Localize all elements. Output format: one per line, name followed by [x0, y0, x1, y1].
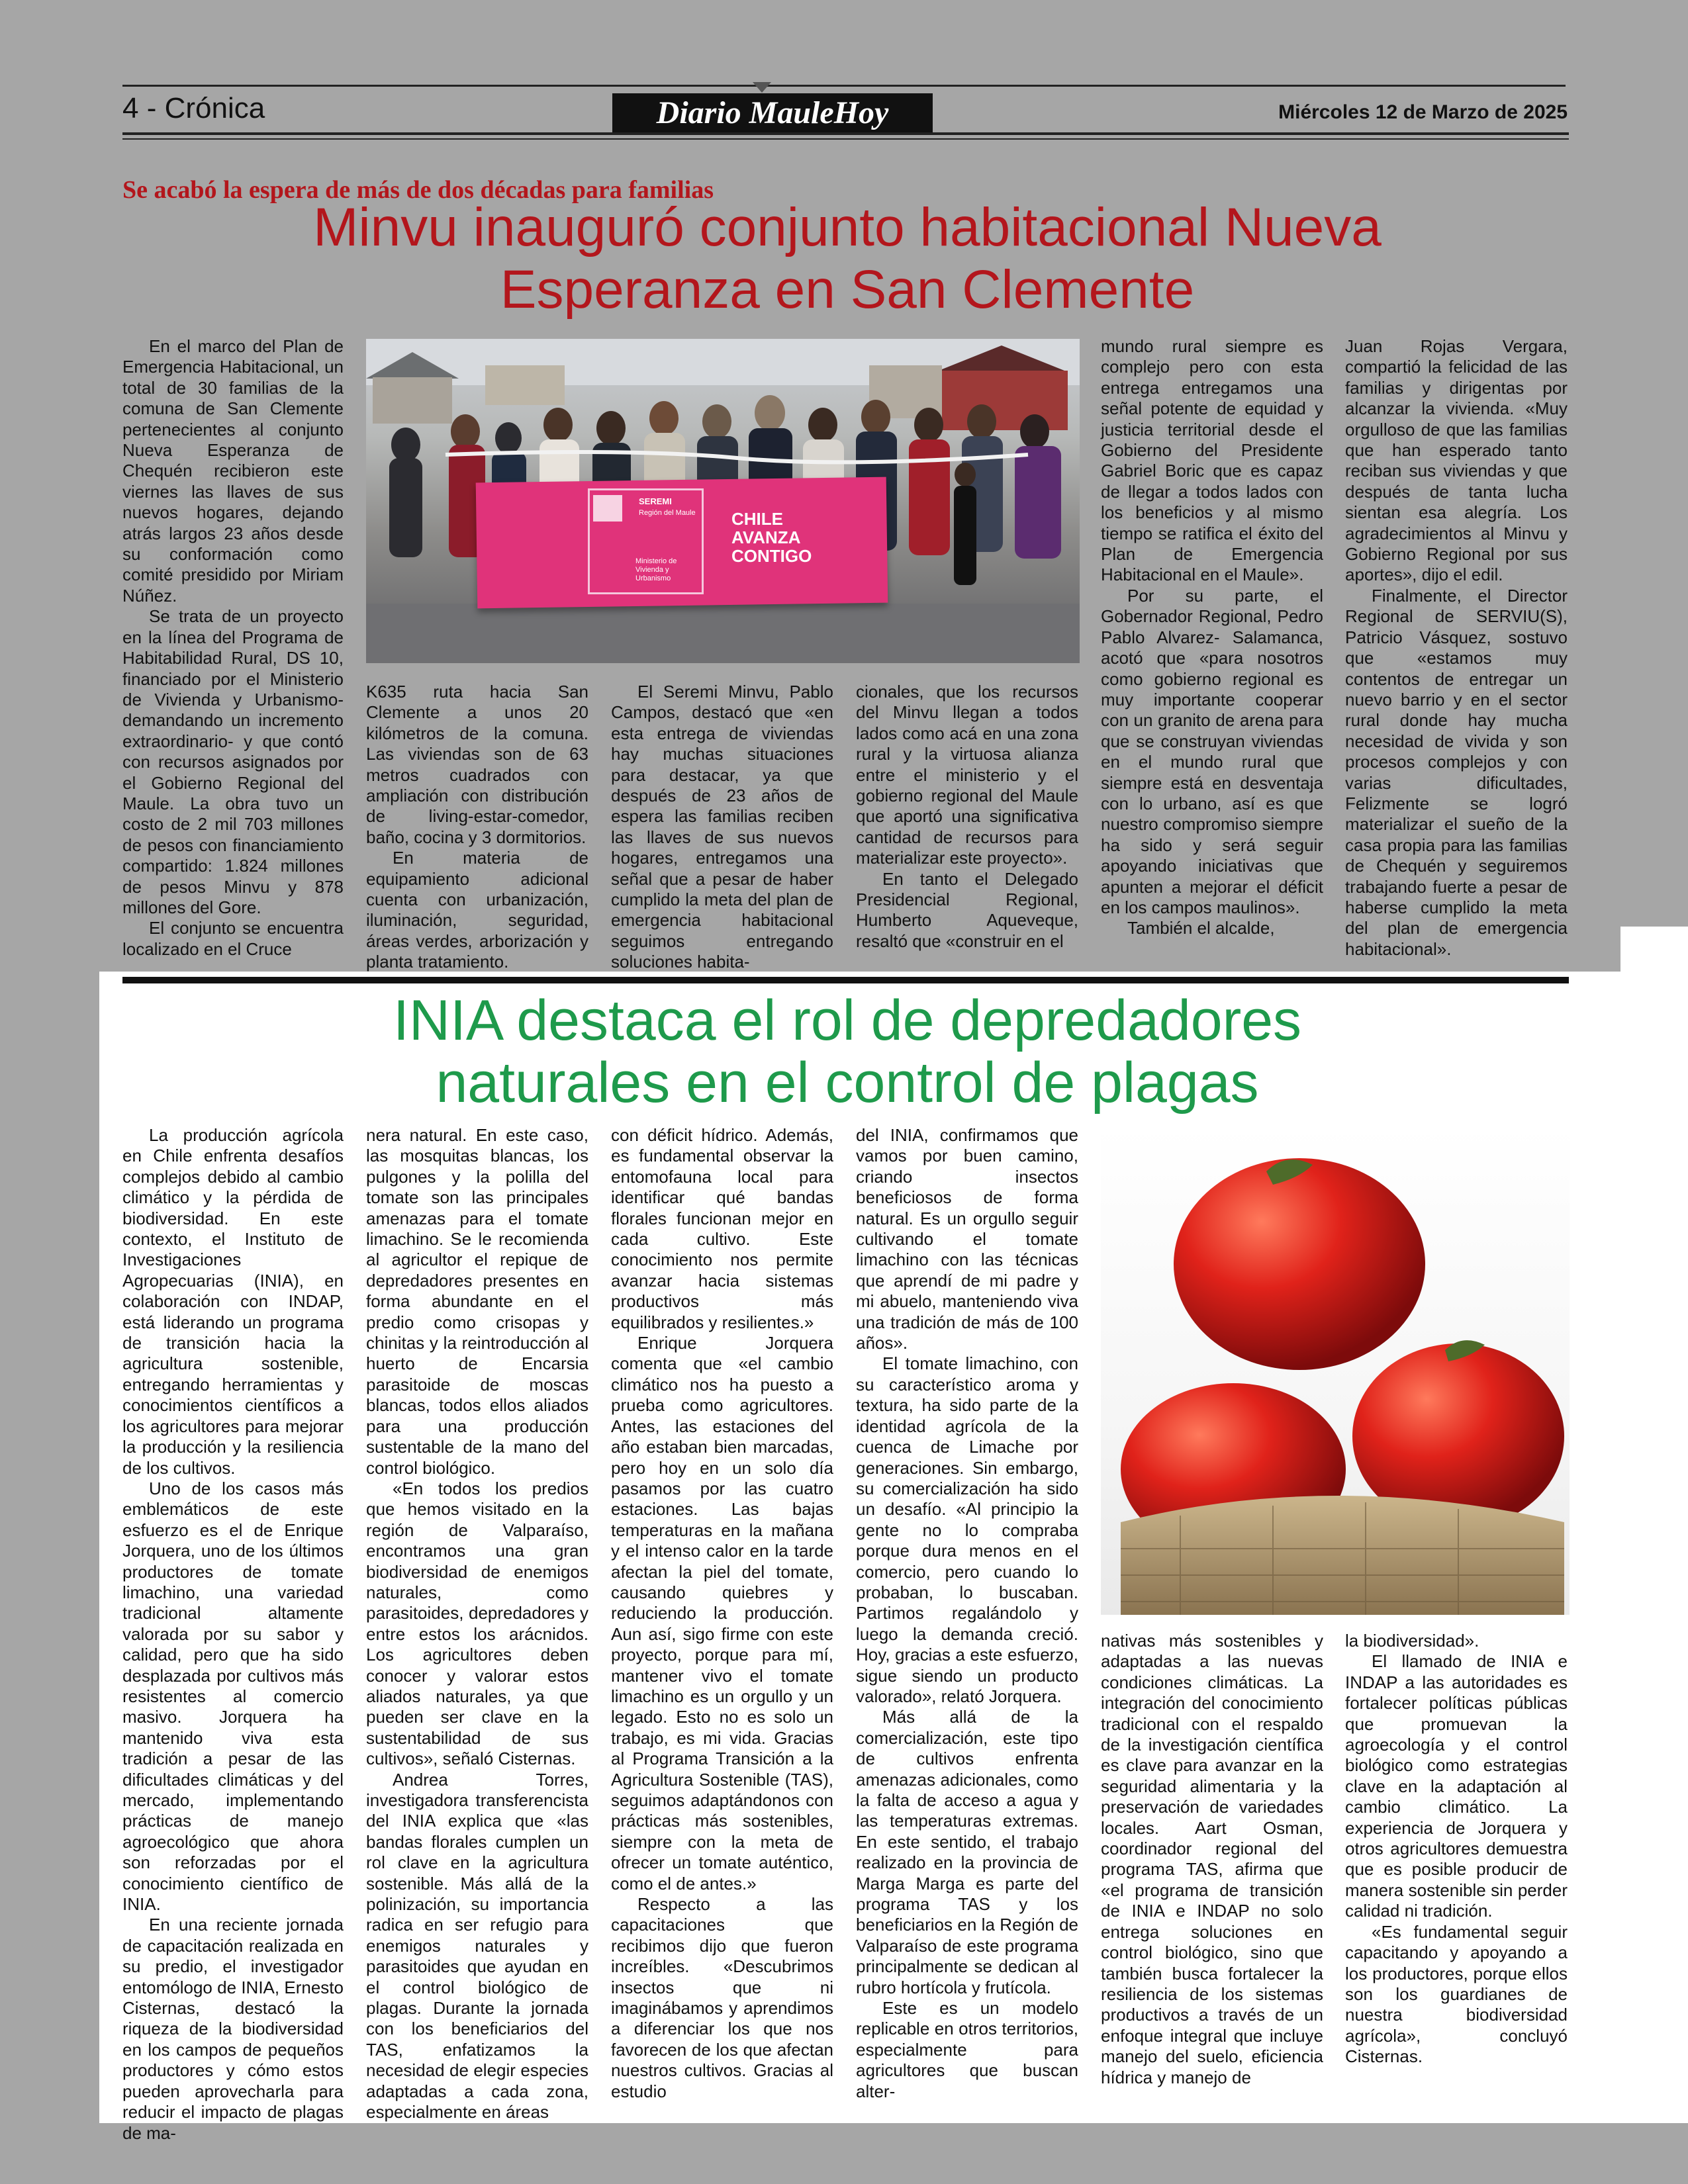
section-label: 4 - Crónica [122, 92, 265, 124]
photo-banner-org: SEREMI [639, 496, 672, 506]
article2-col4-paragraph: Más allá de la comercialización, este tipo de cultivos enfrenta amenazas adicionales, como la falta de acceso a agua y las temperaturas extremas. En este sentido, el trabajo realizado en la provincia de Marga Marga es parte del programa TAS y los beneficiarios en la Región de Valparaíso de este programa principalmente se dedican al rubro hortícola y frutícola. [856, 1707, 1078, 1997]
article1-col3-paragraph: El Seremi Minvu, Pablo Campos, destacó que «en esta entrega de viviendas hay muchas situaciones para destacar, ya que después de 23 años de espera las familias reciben las llaves de sus nuevos hogares, entregamos una señal que a pesar de haber cumplido la meta del plan de emergencia habitacional seguimos entregando soluciones habita- [611, 682, 833, 972]
article1-headline-line2: Esperanza en San Clemente [500, 259, 1195, 320]
issue-date: Miércoles 12 de Marzo de 2025 [1278, 101, 1568, 123]
article2-col2-paragraph: Andrea Torres, investigadora transferencista del INIA explica que «las bandas florales cumplen un rol clave en la agricultura sostenible. Más allá de la polinización, su importancia radica en ser refugio para enemigos naturales y parasitoides que ayudan en el control biológico de plagas. Durante la jornada con los beneficiarios del TAS, enfatizamos la necesidad de elegir especies adaptadas a cada zona, especialmente en áreas [366, 1769, 588, 2122]
article1-kicker: Se acabó la espera de más de dos décadas para familias [122, 176, 714, 204]
article2-headline-line1: INIA destaca el rol de depredadores [393, 989, 1302, 1052]
tomato-scene [1101, 1125, 1570, 1615]
article1-col5-paragraph: mundo rural siempre es complejo pero con esta entrega entregamos una señal potente de equidad y justicia territorial desde el Gobierno del Presidente Gabriel Boric que es capaz de llegar a todos lados con los beneficios y al mismo tiempo se ratifica el éxito del Plan de Emergencia Habitacional en el Maule». [1101, 336, 1323, 585]
article2-col3-paragraph: con déficit hídrico. Además, es fundamental observar la entomofauna local para identificar qué bandas florales funcionan mejor en cada cultivo. Este conocimiento nos permite avanzar hacia sistemas productivos más equilibrados y resilientes.» [611, 1125, 833, 1332]
article2-column-4 [856, 1125, 1078, 2102]
article2-col4-paragraph: Este es un modelo replicable en otros territorios, especialmente para agricultores que buscan alter- [856, 1998, 1078, 2101]
article1-col6-paragraph: Juan Rojas Vergara, compartió la felicidad de las familias y dirigentas por alcanzar la vivienda. «Muy orgulloso de que las familias que han esperado tanto reciban sus viviendas y que después de tanta lucha sientan esa alegría. Los agradecimientos al Minvu y Gobierno Regional por sus aportes», dijo el edil. [1345, 336, 1568, 585]
article-divider [122, 977, 1569, 983]
article1-col1-paragraph: El conjunto se encuentra localizado en el Cruce [122, 918, 344, 959]
article1-col4-paragraph: En tanto el Delegado Presidencial Regional, Humberto Aqueveque, resaltó que «construir en el [856, 868, 1078, 951]
article2-col6-paragraph: la biodiversidad». [1345, 1631, 1479, 1651]
article1-col5-paragraph: Por su parte, el Gobernador Regional, Pedro Pablo Alvarez- Salamanca, acotó que «para nosotros como gobierno regional es muy importante cooperar con un granito de arena para que se construyan viviendas en el mundo rural que siempre está en desventaja con lo urbano, así es que nuestro compromiso siempre ha sido y será seguir apoyando iniciativas que apunten a mejorar el déficit en los campos maulinos». [1101, 585, 1323, 917]
article2-column-6 [1345, 1631, 1568, 2068]
article2-col2-paragraph: «En todos los predios que hemos visitado en la región de Valparaíso, encontramos una gran biodiversidad de enemigos naturales, como parasitoides, depredadores y entre estos los arácnidos. Los agricultores deben conocer y valorar estos aliados naturales, ya que pueden ser clave en la sustentabilidad de sus cultivos», señaló Cisternas. [366, 1478, 588, 1769]
article2-headline-line2: naturales en el control de plagas [436, 1051, 1259, 1115]
header-bottom-rule-thin [122, 138, 1569, 140]
right-gray-notch [1620, 927, 1688, 972]
article2-column-5 [1101, 1631, 1323, 2088]
article1-col4-paragraph: cionales, que los recursos del Minvu llegan a todos lados como acá en una zona rural y la virtuosa alianza entre el ministerio y el gobierno regional del Maule que aportó una significativa cantidad de recursos para materializar este proyecto». [856, 682, 1078, 868]
header-bottom-rule [122, 132, 1569, 135]
article2-col4-paragraph: del INIA, confirmamos que vamos por buen camino, criando insectos beneficiosos de forma natural. Es un orgullo seguir cultivando el tomate limachino con las técnicas que aprendí de mi padre y mi abuelo, manteniendo viva una tradición de más de 100 años». [856, 1125, 1078, 1353]
article1-column-3 [611, 682, 833, 973]
masthead-notch-icon [753, 82, 771, 93]
photo-banner-org-sub: Región del Maule [639, 509, 696, 517]
left-gray-margin [0, 972, 99, 2123]
article1-col6-paragraph: Finalmente, el Director Regional de SERVIU(S), Patricio Vásquez, sostuvo que «estamos muy contentos de entregar un nuevo barrio y en el sector rural donde hay mucha necesidad de vivida y son procesos complejos y con varias dificultades, Felizmente se logró materializar el sueño de la casa propia para las familias de Chequén y seguiremos trabajando fuerte a pesar de haberse cumplido la meta del plan de emergencia habitacional». [1345, 585, 1568, 959]
article1-column-2 [366, 682, 588, 973]
article1-col1-paragraph: Se trata de un proyecto en la línea del Programa de Habitabilidad Rural, DS 10, financiado por el Ministerio de Vivienda y Urbanismo-demandando un incremento extraordinario- y que contó con recursos asignados por el Gobierno Regional del Maule. La obra tuvo un costo de 2 mil 703 millones de pesos con financiamiento compartido: 1.824 millones de pesos Minvu y 878 millones del Gore. [122, 606, 344, 917]
article2-column-3 [611, 1125, 833, 2102]
article1-col1-paragraph: En el marco del Plan de Emergencia Habitacional, un total de 30 familias de la comuna de San Clemente pertenecientes al conjunto Nueva Esperanza de Chequén recibieron este viernes las llaves de sus nuevos hogares, dejando atrás largos 23 años desde su conformación como comité presidido por Miriam Núñez. [122, 336, 344, 606]
article2-col1-paragraph: En una reciente jornada de capacitación realizada en su predio, el investigador entomólogo de INIA, Ernesto Cisternas, destacó la riqueza de la biodiversidad en los campos de pequeños productores y cómo estos pueden aprovecharla para reducir el impacto de plagas de ma- [122, 1915, 344, 2143]
article2-col6-paragraph: El llamado de INIA e INDAP a las autoridades es fortalecer políticas públicas que promuevan la agroecología y el control biológico como estrategias clave en la adaptación al cambio climático. La experiencia de Jorquera y otros agricultores demuestra que es posible producir de manera sostenible sin perder calidad ni tradición. [1345, 1651, 1568, 1921]
article2-col5-paragraph: nativas más sostenibles y adaptadas a las nuevas condiciones climáticas. La integración del conocimiento tradicional con el respaldo de la investigación científica es clave para avanzar en la seguridad alimentaria y la preservación de variedades locales. Aart Osman, coordinador regional del programa TAS, afirma que «el programa de transición de INIA e INDAP no solo entrega soluciones en control biológico, sino que también busca fortalecer la resiliencia de los sistemas productivos a través de un enfoque integral que incluye manejo del suelo, eficiencia hídrica y manejo de [1101, 1631, 1323, 2087]
masthead-title: Diario MauleHoy [656, 95, 889, 130]
photo-banner-slogan: CHILE AVANZA CONTIGO [731, 509, 812, 566]
article2-col2-paragraph: nera natural. En este caso, las mosquitas blancas, los pulgones y la polilla del tomate son las principales amenazas para el tomate limachino. Se le recomienda al agricultor el repique de depredadores presentes en forma abundante en el predio como crisopas y chinitas y la reintroducción al huerto de Encarsia parasitoide de moscas blancas, todos ellos aliados para una producción sustentable de la mano del control biológico. [366, 1125, 588, 1478]
article2-column-1 [122, 1125, 344, 2144]
photo-banner-ministry: Ministerio de Vivienda y Urbanismo [635, 557, 677, 582]
article1-headline-line1: Minvu inauguró conjunto habitacional Nueva [313, 197, 1382, 257]
article1-column-6 [1345, 336, 1568, 960]
article1-column-4 [856, 682, 1078, 952]
article2-col3-paragraph: Enrique Jorquera comenta que «el cambio climático nos ha puesto a prueba como agricultores. Antes, las estaciones del año estaban bien marcadas, pero hoy en un solo día pasamos por las cuatro estaciones. Las bajas temperaturas en la mañana y el intenso calor en la tarde afectan la piel del tomate, causando quiebres y reduciendo la producción. Aun así, sigo firme con este proyecto, porque para mí, mantener vivo el tomate limachino es un orgullo y un legado. Esto no es solo un trabajo, es mi vida. Gracias al Programa Transición a la Agricultura Sostenible (TAS), seguimos adaptándonos con prácticas más sostenibles, siempre con la meta de ofrecer un tomate auténtico, como el de antes.» [611, 1333, 833, 1893]
photo-banner-logo-icon [593, 495, 622, 522]
article2-col6-paragraph: «Es fundamental seguir capacitando y apoyando a los productores, porque ellos son los guardianes de nuestra biodiversidad agrícola», concluyó Cisternas. [1345, 1921, 1568, 2067]
article2-col4-paragraph: El tomate limachino, con su característico aroma y textura, ha sido parte de la identidad agrícola de la cuenca de Limache por generaciones. Sin embargo, su comercialización ha sido un desafío. «Al principio la gente no lo compraba porque dura menos en el comercio, pero cuando lo probaban, lo buscaban. Partimos regalándolo y luego la demanda creció. Hoy, gracias a este esfuerzo, sigue siendo un producto valorado», relató Jorquera. [856, 1353, 1078, 1706]
tomato-photo [1101, 1125, 1570, 1615]
article2-col3-paragraph: Respecto a las capacitaciones que recibimos dijo que fueron increíbles. «Descubrimos insectos que ni imaginábamos y aprendimos a diferenciar los que nos favorecen de los que afectan nuestros cultivos. Gracias al estudio [611, 1894, 833, 2101]
article1-column-1 [122, 336, 344, 960]
article1-column-5 [1101, 336, 1323, 939]
header-top-rule [122, 85, 1566, 87]
article1-col2-paragraph: En materia de equipamiento adicional cuenta con urbanización, iluminación, seguridad, áreas verdes, arborización y planta tratamiento. [366, 848, 588, 972]
article2-col1-paragraph: La producción agrícola en Chile enfrenta desafíos complejos debido al cambio climático y la pérdida de biodiversidad. En este contexto, el Instituto de Investigaciones Agropecuarias (INIA), en colaboración con INDAP, está liderando un programa de transición hacia la agricultura sostenible, entregando herramientas y conocimientos científicos a los agricultores para mejorar la producción y la resiliencia de los cultivos. [122, 1125, 344, 1478]
article1-col2-paragraph: K635 ruta hacia San Clemente a unos 20 kilómetros de la comuna. Las viviendas son de 63 metros cuadrados con ampliación con distribución de living-estar-comedor, baño, cocina y 3 dormitorios. [366, 682, 588, 847]
article2-column-2 [366, 1125, 588, 2123]
article1-col5-paragraph: También el alcalde, [1127, 918, 1275, 938]
article2-col1-paragraph: Uno de los casos más emblemáticos de este esfuerzo es el de Enrique Jorquera, uno de los últimos productores de tomate limachino, una variedad tradicional altamente valorada por su sabor y calidad, pero que ha sido desplazada por cultivos más resistentes al comercio masivo. Jorquera ha mantenido viva esta tradición a pesar de las dificultades climáticas y del mercado, implementando prácticas de manejo agroecológico que ahora son reforzadas por el conocimiento científico de INIA. [122, 1478, 344, 1915]
